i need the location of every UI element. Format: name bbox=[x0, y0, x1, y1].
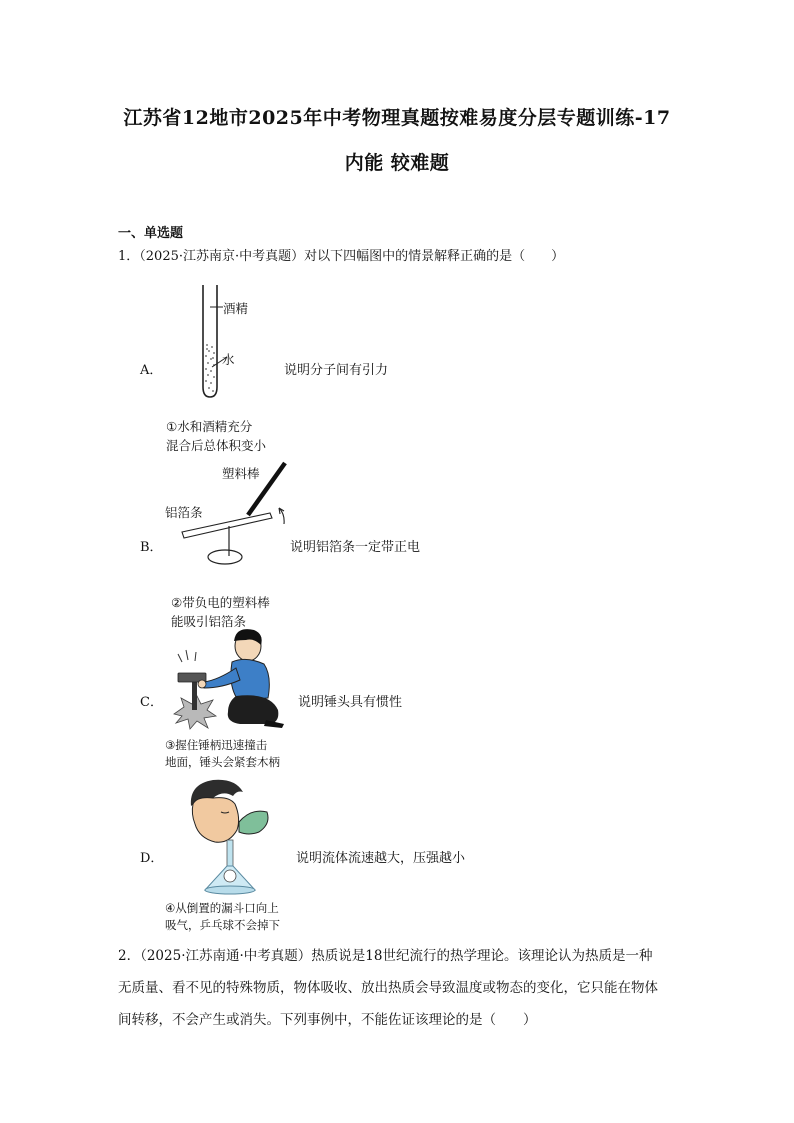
funnel-pingpong-figure bbox=[183, 778, 283, 900]
figure-b-caption bbox=[171, 593, 270, 631]
caption-line: ②带负电的塑料棒 bbox=[171, 595, 270, 610]
question-2-line: 2．（2025·江苏南通·中考真题）热质说是18世纪流行的热学理论。该理论认为热质是一种 bbox=[118, 948, 653, 964]
option-d-explanation: 说明流体流速越大，压强越小 bbox=[296, 851, 466, 866]
foil-and-rod-figure bbox=[178, 458, 298, 570]
caption-line: 混合后总体积变小 bbox=[166, 438, 267, 453]
caption-line: 吸气，乒乓球不会掉下 bbox=[165, 918, 280, 932]
question-2-stem bbox=[118, 940, 683, 1036]
option-a-letter: A． bbox=[140, 363, 163, 378]
option-b-explanation: 说明铝箔条一定带正电 bbox=[290, 540, 421, 555]
option-c-explanation: 说明锤头具有惯性 bbox=[298, 695, 403, 710]
figure-c-caption bbox=[165, 737, 280, 771]
option-d-letter: D． bbox=[140, 851, 164, 866]
caption-line: ④从倒置的漏斗口向上 bbox=[165, 901, 279, 915]
question-2-line: 间转移，不会产生或消失。下列事例中，不能佐证该理论的是（ ） bbox=[118, 1012, 537, 1028]
option-c-letter: C． bbox=[140, 695, 163, 710]
figure-a-caption bbox=[166, 417, 266, 455]
caption-line: ③握住锤柄迅速撞击 bbox=[165, 738, 268, 752]
question-1-stem: 1．（2025·江苏南京·中考真题）对以下四幅图中的情景解释正确的是（ ） bbox=[118, 249, 565, 264]
option-a-explanation: 说明分子间有引力 bbox=[284, 363, 389, 378]
caption-line: ①水和酒精充分 bbox=[166, 419, 253, 434]
figure-d-caption bbox=[165, 900, 280, 934]
label-plastic-rod: 塑料棒 bbox=[222, 466, 260, 481]
document-title-line2: 内能 较难题 bbox=[344, 152, 450, 174]
caption-line: 能吸引铝箔条 bbox=[171, 614, 247, 629]
label-water: 水 bbox=[222, 352, 235, 367]
label-alcohol: 酒精 bbox=[223, 301, 249, 316]
label-foil-strip: 铝箔条 bbox=[165, 505, 203, 520]
hammer-man-figure bbox=[166, 628, 286, 730]
document-title-line1: 江苏省12地市2025年中考物理真题按难易度分层专题训练-17 bbox=[123, 107, 671, 129]
section-heading: 一、单选题 bbox=[118, 226, 184, 241]
option-b-letter: B． bbox=[140, 540, 163, 555]
caption-line: 地面，锤头会紧套木柄 bbox=[165, 755, 280, 769]
question-2-line: 无质量、看不见的特殊物质，物体吸收、放出热质会导致温度或物态的变化，它只能在物体 bbox=[118, 980, 658, 996]
